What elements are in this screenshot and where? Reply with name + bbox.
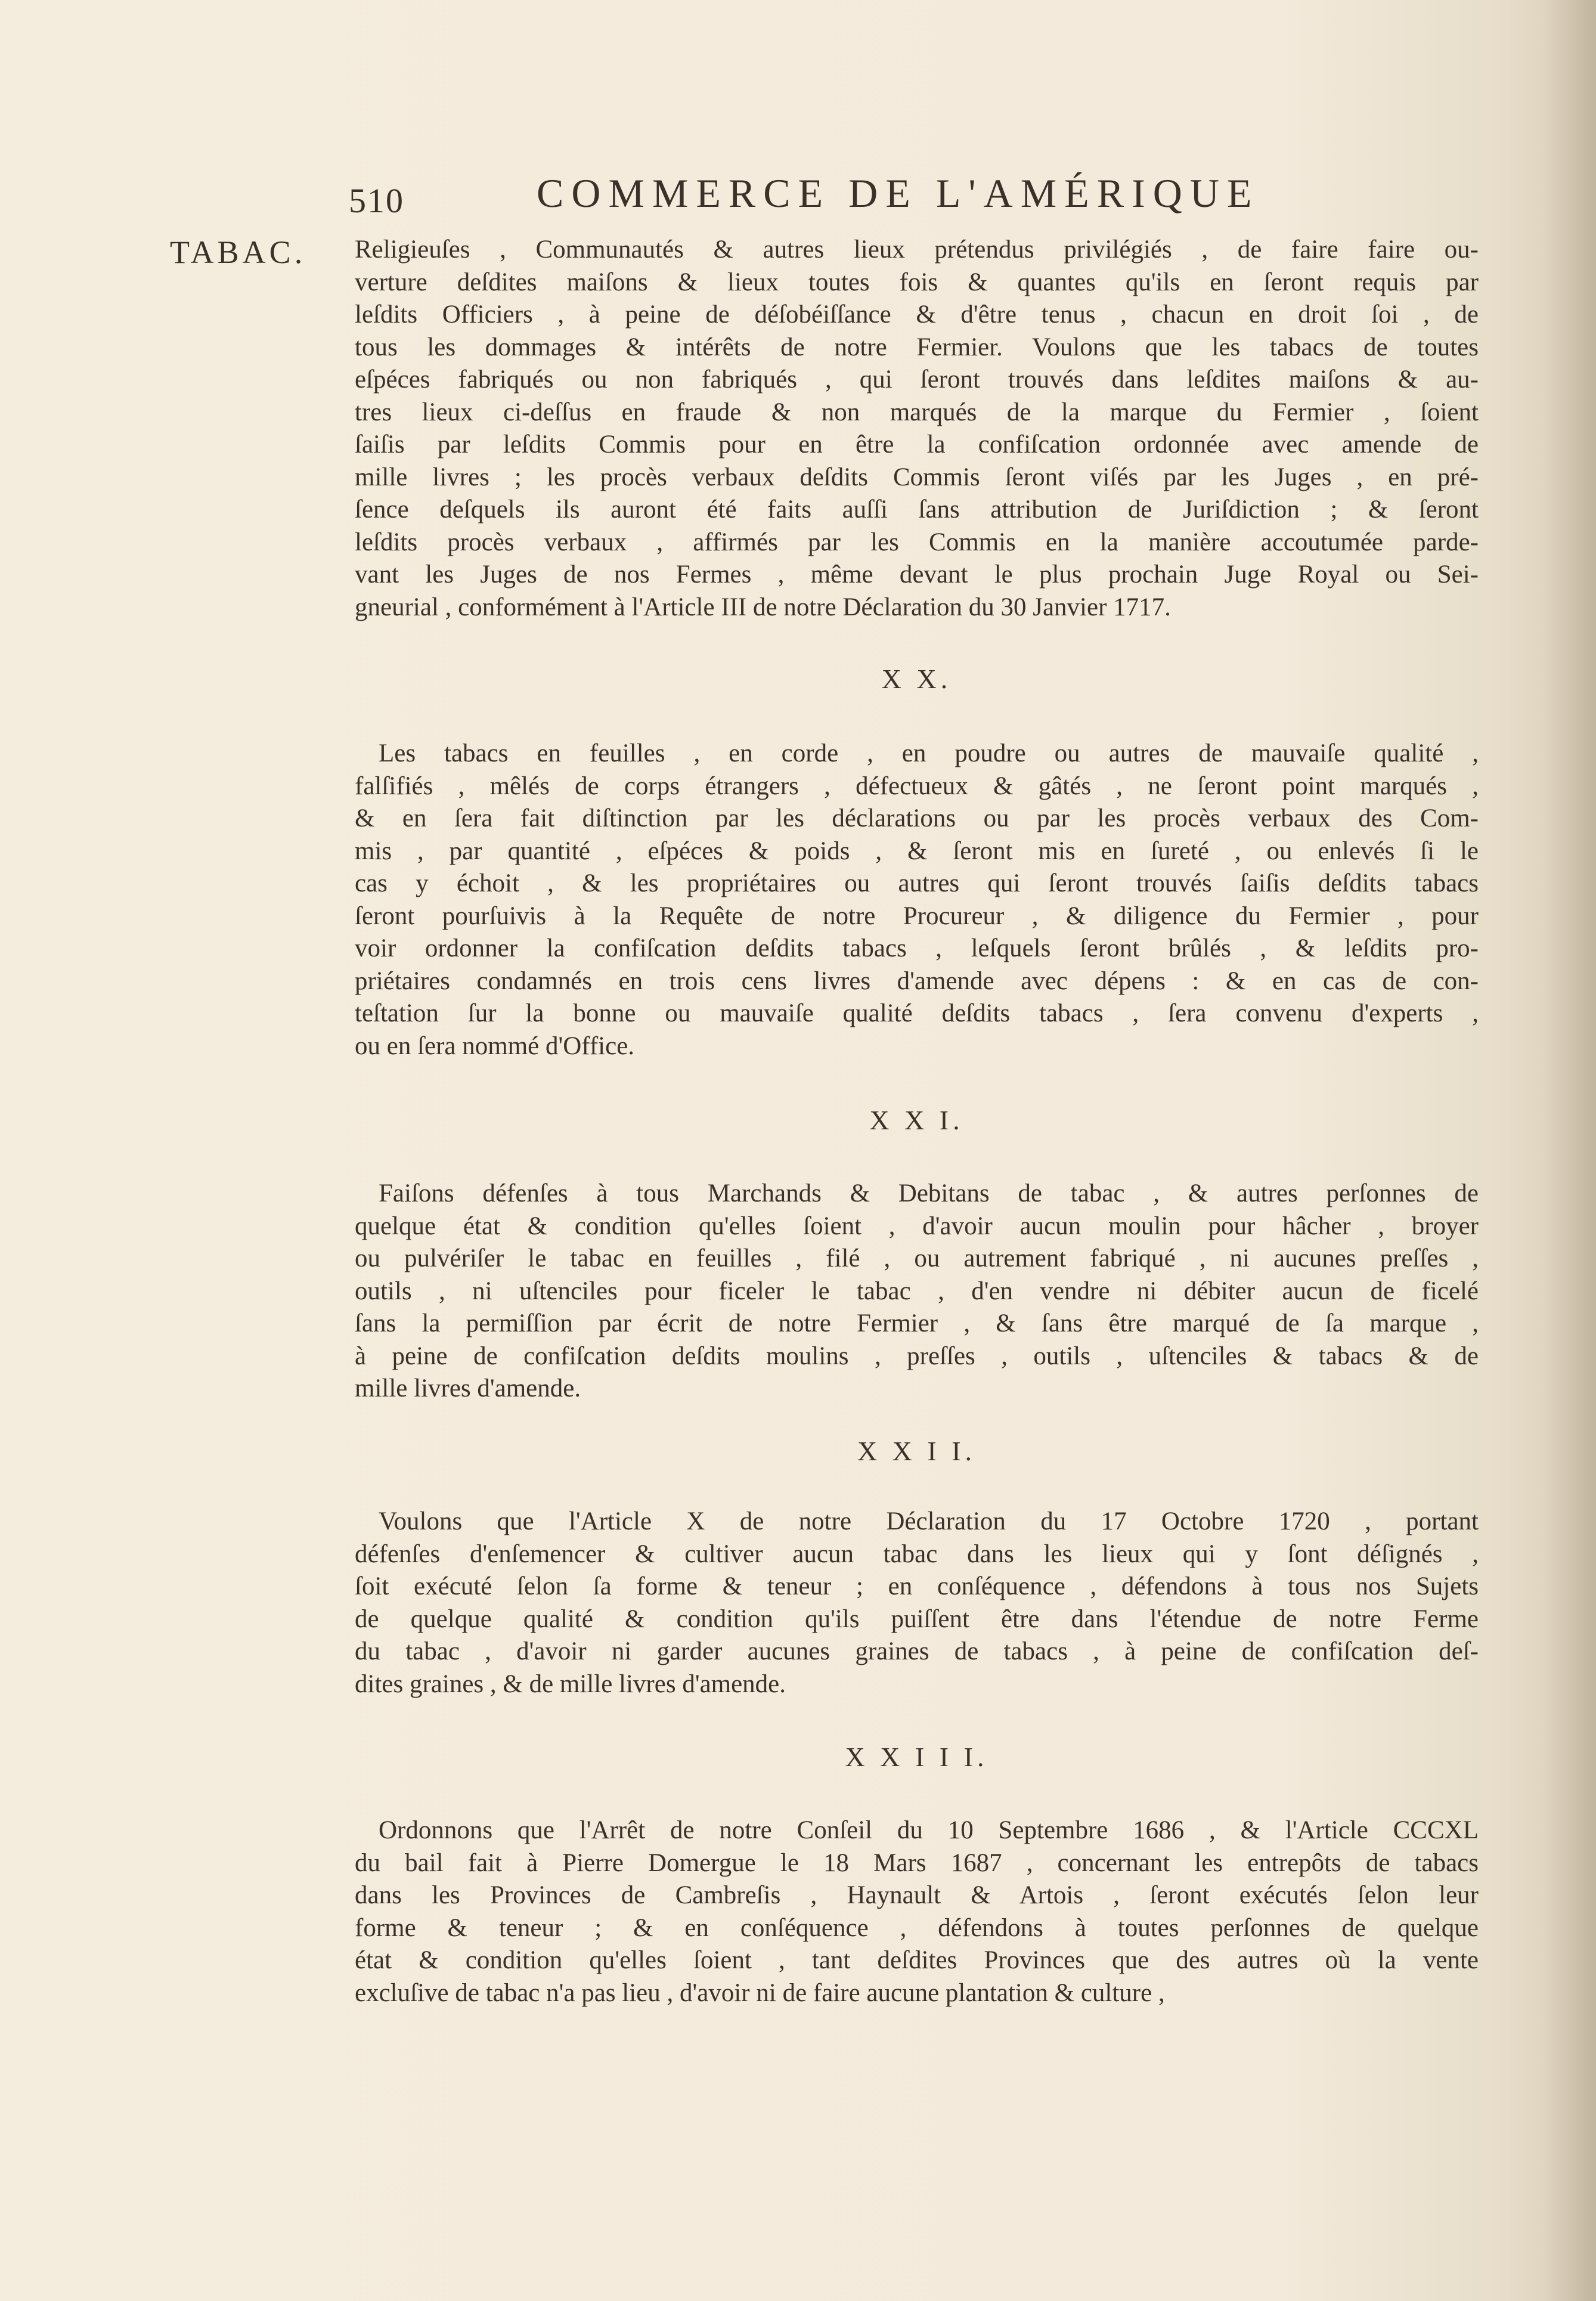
article-xx-text bbox=[355, 738, 1479, 1063]
article-xxii-text bbox=[355, 1506, 1479, 1701]
text-line: eſpéces fabriqués ou non fabriqués , qui ſeront trouvés dans leſdites maiſons & au- bbox=[355, 366, 1479, 394]
text-line: tres lieux ci-deſſus en fraude & non marqués de la marque du Fermier , ſoient bbox=[355, 398, 1479, 426]
article-heading-xxi: X X I. bbox=[869, 1105, 964, 1135]
text-line: quelque état & condition qu'elles ſoient , d'avoir aucun moulin pour hâcher , broyer bbox=[355, 1212, 1479, 1240]
text-line: excluſive de tabac n'a pas lieu , d'avoir ni de faire aucune plantation & culture , bbox=[355, 1978, 1165, 2007]
text-line: défenſes d'enſemencer & cultiver aucun tabac dans les lieux qui y ſont déſignés , bbox=[355, 1540, 1479, 1568]
text-line: outils , ni uſtenciles pour ficeler le tabac , d'en vendre ni débiter aucun de ficelé bbox=[355, 1277, 1479, 1305]
page-header bbox=[349, 170, 1347, 224]
text-line: forme & teneur ; & en conſéquence , défendons à toutes perſonnes de quelque bbox=[355, 1913, 1479, 1942]
text-line: ſeront pourſuivis à la Requête de notre Procureur , & diligence du Fermier , pour bbox=[355, 902, 1479, 930]
text-line: ſans la permiſſion par écrit de notre Fermier , & ſans être marqué de ſa marque , bbox=[355, 1309, 1479, 1337]
page-number: 510 bbox=[349, 181, 404, 220]
text-line: état & condition qu'elles ſoient , tant deſdites Provinces que des autres où la vente bbox=[355, 1946, 1479, 1974]
text-line: à peine de confiſcation deſdits moulins , preſſes , outils , uſtenciles & tabacs & de bbox=[355, 1342, 1479, 1370]
text-line: verture deſdites maiſons & lieux toutes fois & quantes qu'ils en ſeront requis par bbox=[355, 268, 1479, 296]
text-line: du bail fait à Pierre Domergue le 18 Mars 1687 , concernant les entrepôts de tabacs bbox=[355, 1848, 1479, 1877]
text-line: Les tabacs en feuilles , en corde , en poudre ou autres de mauvaiſe qualité , bbox=[379, 739, 1479, 767]
text-line: dites graines , & de mille livres d'amende. bbox=[355, 1670, 786, 1698]
text-line: & en ſera fait diſtinction par les déclarations ou par les procès verbaux des Com- bbox=[355, 804, 1479, 832]
text-line: leſdits Officiers , à peine de déſobéiſſance & d'être tenus , chacun en droit ſoi , de bbox=[355, 301, 1479, 329]
text-line: voir ordonner la confiſcation deſdits tabacs , leſquels ſeront brûlés , & leſdits pro- bbox=[355, 934, 1479, 962]
text-line: ou en ſera nommé d'Office. bbox=[355, 1032, 635, 1060]
text-line: gneurial , conformément à l'Article III de notre Déclaration du 30 Janvier 1717. bbox=[355, 593, 1171, 621]
text-line: mis , par quantité , eſpéces & poids , & ſeront mis en ſureté , ou enlevés ſi le bbox=[355, 837, 1479, 865]
text-line: mille livres ; les procès verbaux deſdits Commis ſeront viſés par les Juges , en pré- bbox=[355, 463, 1479, 491]
text-line: cas y échoit , & les propriétaires ou autres qui ſeront trouvés ſaiſis deſdits tabacs bbox=[355, 869, 1479, 897]
text-line: priétaires condamnés en trois cens livres d'amende avec dépens : & en cas de con- bbox=[355, 967, 1479, 995]
page-gutter-shadow bbox=[1542, 0, 1596, 2301]
text-line: teſtation ſur la bonne ou mauvaiſe qualité deſdits tabacs , ſera convenu d'experts , bbox=[355, 999, 1479, 1027]
text-line: leſdits procès verbaux , affirmés par les Commis en la manière accoutumée parde- bbox=[355, 528, 1479, 556]
article-heading-xxiii: X X I I I. bbox=[845, 1742, 988, 1772]
text-line: falſifiés , mêlés de corps étrangers , défectueux & gâtés , ne ſeront point marqués , bbox=[355, 772, 1479, 800]
text-line: de quelque qualité & condition qu'ils puiſſent être dans l'étendue de notre Ferme bbox=[355, 1605, 1479, 1633]
text-line: tous les dommages & intérêts de notre Fermier. Voulons que les tabacs de toutes bbox=[355, 333, 1479, 361]
continuation-paragraph bbox=[355, 234, 1479, 624]
running-title: COMMERCE DE L'AMÉRIQUE bbox=[537, 171, 1260, 216]
text-line: dans les Provinces de Cambreſis , Haynault & Artois , ſeront exécutés ſelon leur bbox=[355, 1881, 1479, 1909]
margin-note: TABAC. bbox=[170, 234, 306, 270]
text-line: Religieuſes , Communautés & autres lieux prétendus privilégiés , de faire faire ou- bbox=[355, 236, 1479, 264]
article-heading-xxii: X X I I. bbox=[857, 1436, 977, 1466]
text-line: ſence deſquels ils auront été faits auſſi ſans attribution de Juriſdiction ; & ſeront bbox=[355, 495, 1479, 524]
text-line: ou pulvériſer le tabac en feuilles , filé , ou autrement fabriqué , ni aucunes preſſes , bbox=[355, 1244, 1479, 1272]
text-line: vant les Juges de nos Fermes , même devant le plus prochain Juge Royal ou Sei- bbox=[355, 560, 1479, 589]
text-line: Voulons que l'Article X de notre Déclaration du 17 Octobre 1720 , portant bbox=[379, 1507, 1479, 1535]
article-heading-xx: X X. bbox=[881, 664, 952, 694]
text-line: du tabac , d'avoir ni garder aucunes graines de tabacs , à peine de confiſcation deſ- bbox=[355, 1637, 1479, 1665]
article-xxiii-text bbox=[355, 1814, 1479, 2009]
text-line: Faiſons défenſes à tous Marchands & Debitans de tabac , & autres perſonnes de bbox=[379, 1179, 1479, 1207]
text-line: ſaiſis par leſdits Commis pour en être la confiſcation ordonnée avec amende de bbox=[355, 431, 1479, 459]
text-line: Ordonnons que l'Arrêt de notre Conſeil du 10 Septembre 1686 , & l'Article CCCXL bbox=[379, 1816, 1479, 1844]
text-line: mille livres d'amende. bbox=[355, 1374, 581, 1402]
article-xxi-text bbox=[355, 1178, 1479, 1405]
text-line: ſoit exécuté ſelon ſa forme & teneur ; en conſéquence , défendons à tous nos Sujets bbox=[355, 1572, 1479, 1600]
